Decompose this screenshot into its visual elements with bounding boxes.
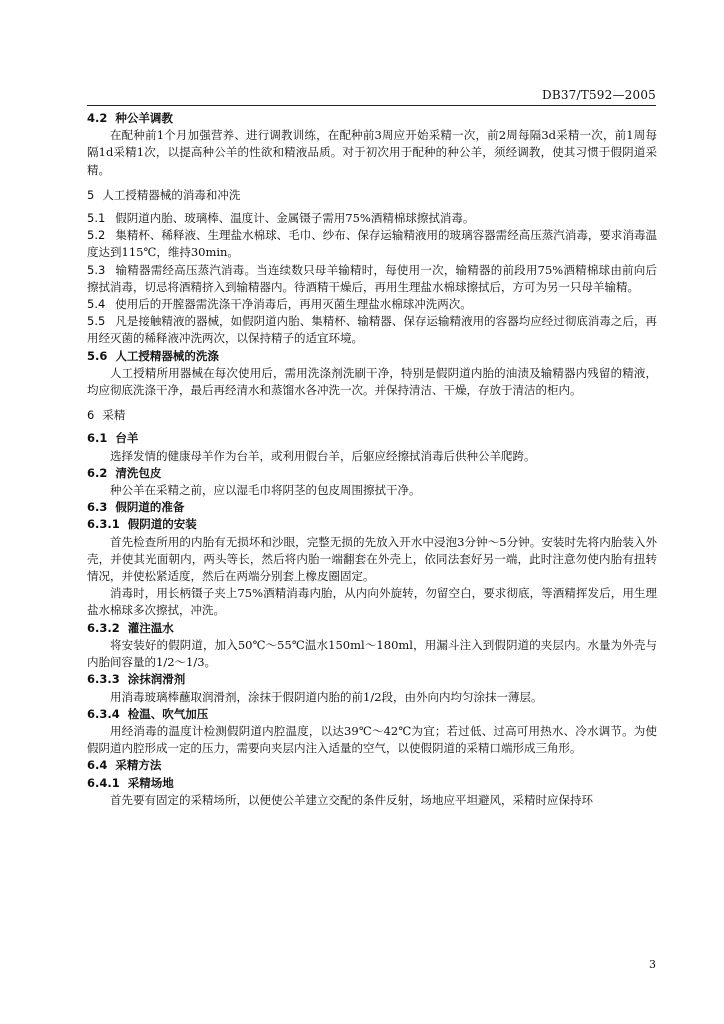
subsection-heading <box>87 706 657 723</box>
heading-number: 5.6 <box>87 348 108 363</box>
clause-item <box>87 262 657 296</box>
paragraph: 种公羊在采精之前，应以湿毛巾将阴茎的包皮周围擦拭干净。 <box>110 483 421 498</box>
paragraph: 人工授精所用器械在每次使用后，需用洗涤剂洗刷干净，特别是假阴道内胎的油渍及输精器内残留的精液，均应彻底洗涤干净，最后再经清水和蒸馏水各冲洗一次。并保持清洁、干燥，存放于清洁的柜内。 <box>87 365 657 398</box>
clause-item <box>87 313 657 347</box>
paragraph: 在配种前1个月加强营养、进行调教训练，在配种前3周应开始采精一次，前2周每隔3d采精一次，前1周每隔1d采精1次，以提高种公羊的性欲和精液品质。对于初次用于配种的种公羊，须经调教，使其习惯于假阴道采精。 <box>87 128 657 177</box>
standard-code: DB37/T592—2005 <box>542 88 656 102</box>
heading-number: 6.3.3 <box>87 672 120 687</box>
heading-number: 6 <box>87 408 95 423</box>
heading-number: 4.2 <box>87 111 108 125</box>
subsection-heading <box>87 775 657 792</box>
clause-number: 5.5 <box>87 314 106 329</box>
heading-number: 6.3 <box>87 500 108 515</box>
section-heading <box>87 187 657 204</box>
heading-title: 涂抹润滑剂 <box>127 672 186 687</box>
subsection-heading <box>87 430 657 447</box>
clause-text: 输精器需经高压蒸汽消毒。当连续数只母羊输精时，每使用一次，输精器的前段用75%酒精棉球由前向后擦拭消毒，切忌将酒精挤入到输精器内。待酒精干燥后，再用生理盐水棉球擦拭后，方可为另一只母羊输精。 <box>87 262 657 294</box>
heading-title: 灌注温水 <box>127 620 174 635</box>
clause-text: 集精杯、稀释液、生理盐水棉球、毛巾、纱布、保存运输精液用的玻璃容器需经高压蒸汽消毒，要求消毒温度达到115℃，维持30min。 <box>87 228 657 260</box>
page-number: 3 <box>649 958 656 971</box>
paragraph: 消毒时，用长柄镊子夹上75%酒精消毒内胎，从内向外旋转，勿留空白，要求彻底，等酒精挥发后，用生理盐水棉球多次擦拭，冲洗。 <box>87 586 657 618</box>
paragraph: 用消毒玻璃棒蘸取润滑剂，涂抹于假阴道内胎的前1/2段，由外向内均匀涂抹一薄层。 <box>110 689 543 704</box>
clause-item <box>87 296 657 313</box>
heading-number: 6.4.1 <box>87 775 120 790</box>
heading-number: 6.3.1 <box>87 517 120 532</box>
heading-title: 采精 <box>102 408 126 423</box>
subsection-heading <box>87 110 657 127</box>
clause-text: 凡是接触精液的器械，如假阴道内胎、集精杯、输精器、保存运输精液用的容器均应经过彻底消毒之后，再用经灭菌的稀释液冲洗两次，以保持精子的适宜环境。 <box>87 314 657 346</box>
paragraph: 将安装好的假阴道，加入50℃～55℃温水150ml～180ml，用漏斗注入到假阴道的夹层内。水量为外壳与内胎间容量的1/2～1/3。 <box>87 637 657 670</box>
subsection-heading <box>87 620 657 637</box>
heading-title: 台羊 <box>115 431 139 446</box>
subsection-heading <box>87 757 657 774</box>
subsection-heading <box>87 516 657 533</box>
heading-number: 6.3.4 <box>87 706 120 721</box>
paragraph: 选择发情的健康母羊作为台羊，或利用假台羊，后躯应经擦拭消毒后供种公羊爬跨。 <box>110 448 536 463</box>
clause-number: 5.1 <box>87 211 106 226</box>
section-heading <box>87 407 657 424</box>
paragraph: 首先检查所用的内胎有无损坏和沙眼，完整无损的先放入开水中浸泡3分钟～5分钟。安装时先将内胎装入外壳，并使其光面朝内，两头等长，然后将内胎一端翻套在外壳上，依同法套好另一端，此时注意勿使内胎有扭转情况，并使松紧适度，然后在两端分别套上橡皮圈固定。 <box>87 534 657 584</box>
clause-text: 假阴道内胎、玻璃棒、温度计、金属镊子需用75%酒精棉球擦拭消毒。 <box>115 211 475 226</box>
heading-title: 采精场地 <box>127 775 174 790</box>
subsection-heading <box>87 348 657 365</box>
paragraph: 用经消毒的温度计检测假阴道内腔温度，以达39℃～42℃为宜；若过低、过高可用热水、冷水调节。为使假阴道内腔形成一定的压力，需要向夹层内注入适量的空气，以使假阴道的采精口端形成三角形。 <box>87 723 657 756</box>
paragraph: 首先要有固定的采精场所，以便使公羊建立交配的条件反射，场地应平坦避风，采精时应保持环 <box>110 792 593 807</box>
document-body <box>87 110 657 809</box>
heading-title: 假阴道的准备 <box>115 500 185 515</box>
heading-number: 6.2 <box>87 465 108 480</box>
clause-number: 5.2 <box>87 228 106 243</box>
clause-text: 使用后的开膣器需洗涤干净消毒后，再用灭菌生理盐水棉球冲洗两次。 <box>115 297 472 312</box>
heading-number: 6.1 <box>87 431 108 446</box>
clause-item <box>87 210 657 227</box>
heading-number: 6.3.2 <box>87 620 120 635</box>
clause-number: 5.4 <box>87 297 106 312</box>
header-rule <box>87 105 656 106</box>
heading-title: 清洗包皮 <box>115 465 162 480</box>
subsection-heading <box>87 465 657 482</box>
heading-number: 6.4 <box>87 758 108 773</box>
heading-title: 人工授精器械的消毒和冲洗 <box>102 187 241 202</box>
heading-number: 5 <box>87 187 95 202</box>
clause-number: 5.3 <box>87 262 106 277</box>
heading-title: 人工授精器械的洗涤 <box>115 348 219 363</box>
subsection-heading <box>87 499 657 516</box>
heading-title: 种公羊调教 <box>115 111 173 125</box>
clause-item <box>87 227 657 261</box>
heading-title: 假阴道的安装 <box>127 517 197 532</box>
heading-title: 采精方法 <box>115 758 162 773</box>
heading-title: 检温、吹气加压 <box>127 706 209 721</box>
subsection-heading <box>87 671 657 688</box>
